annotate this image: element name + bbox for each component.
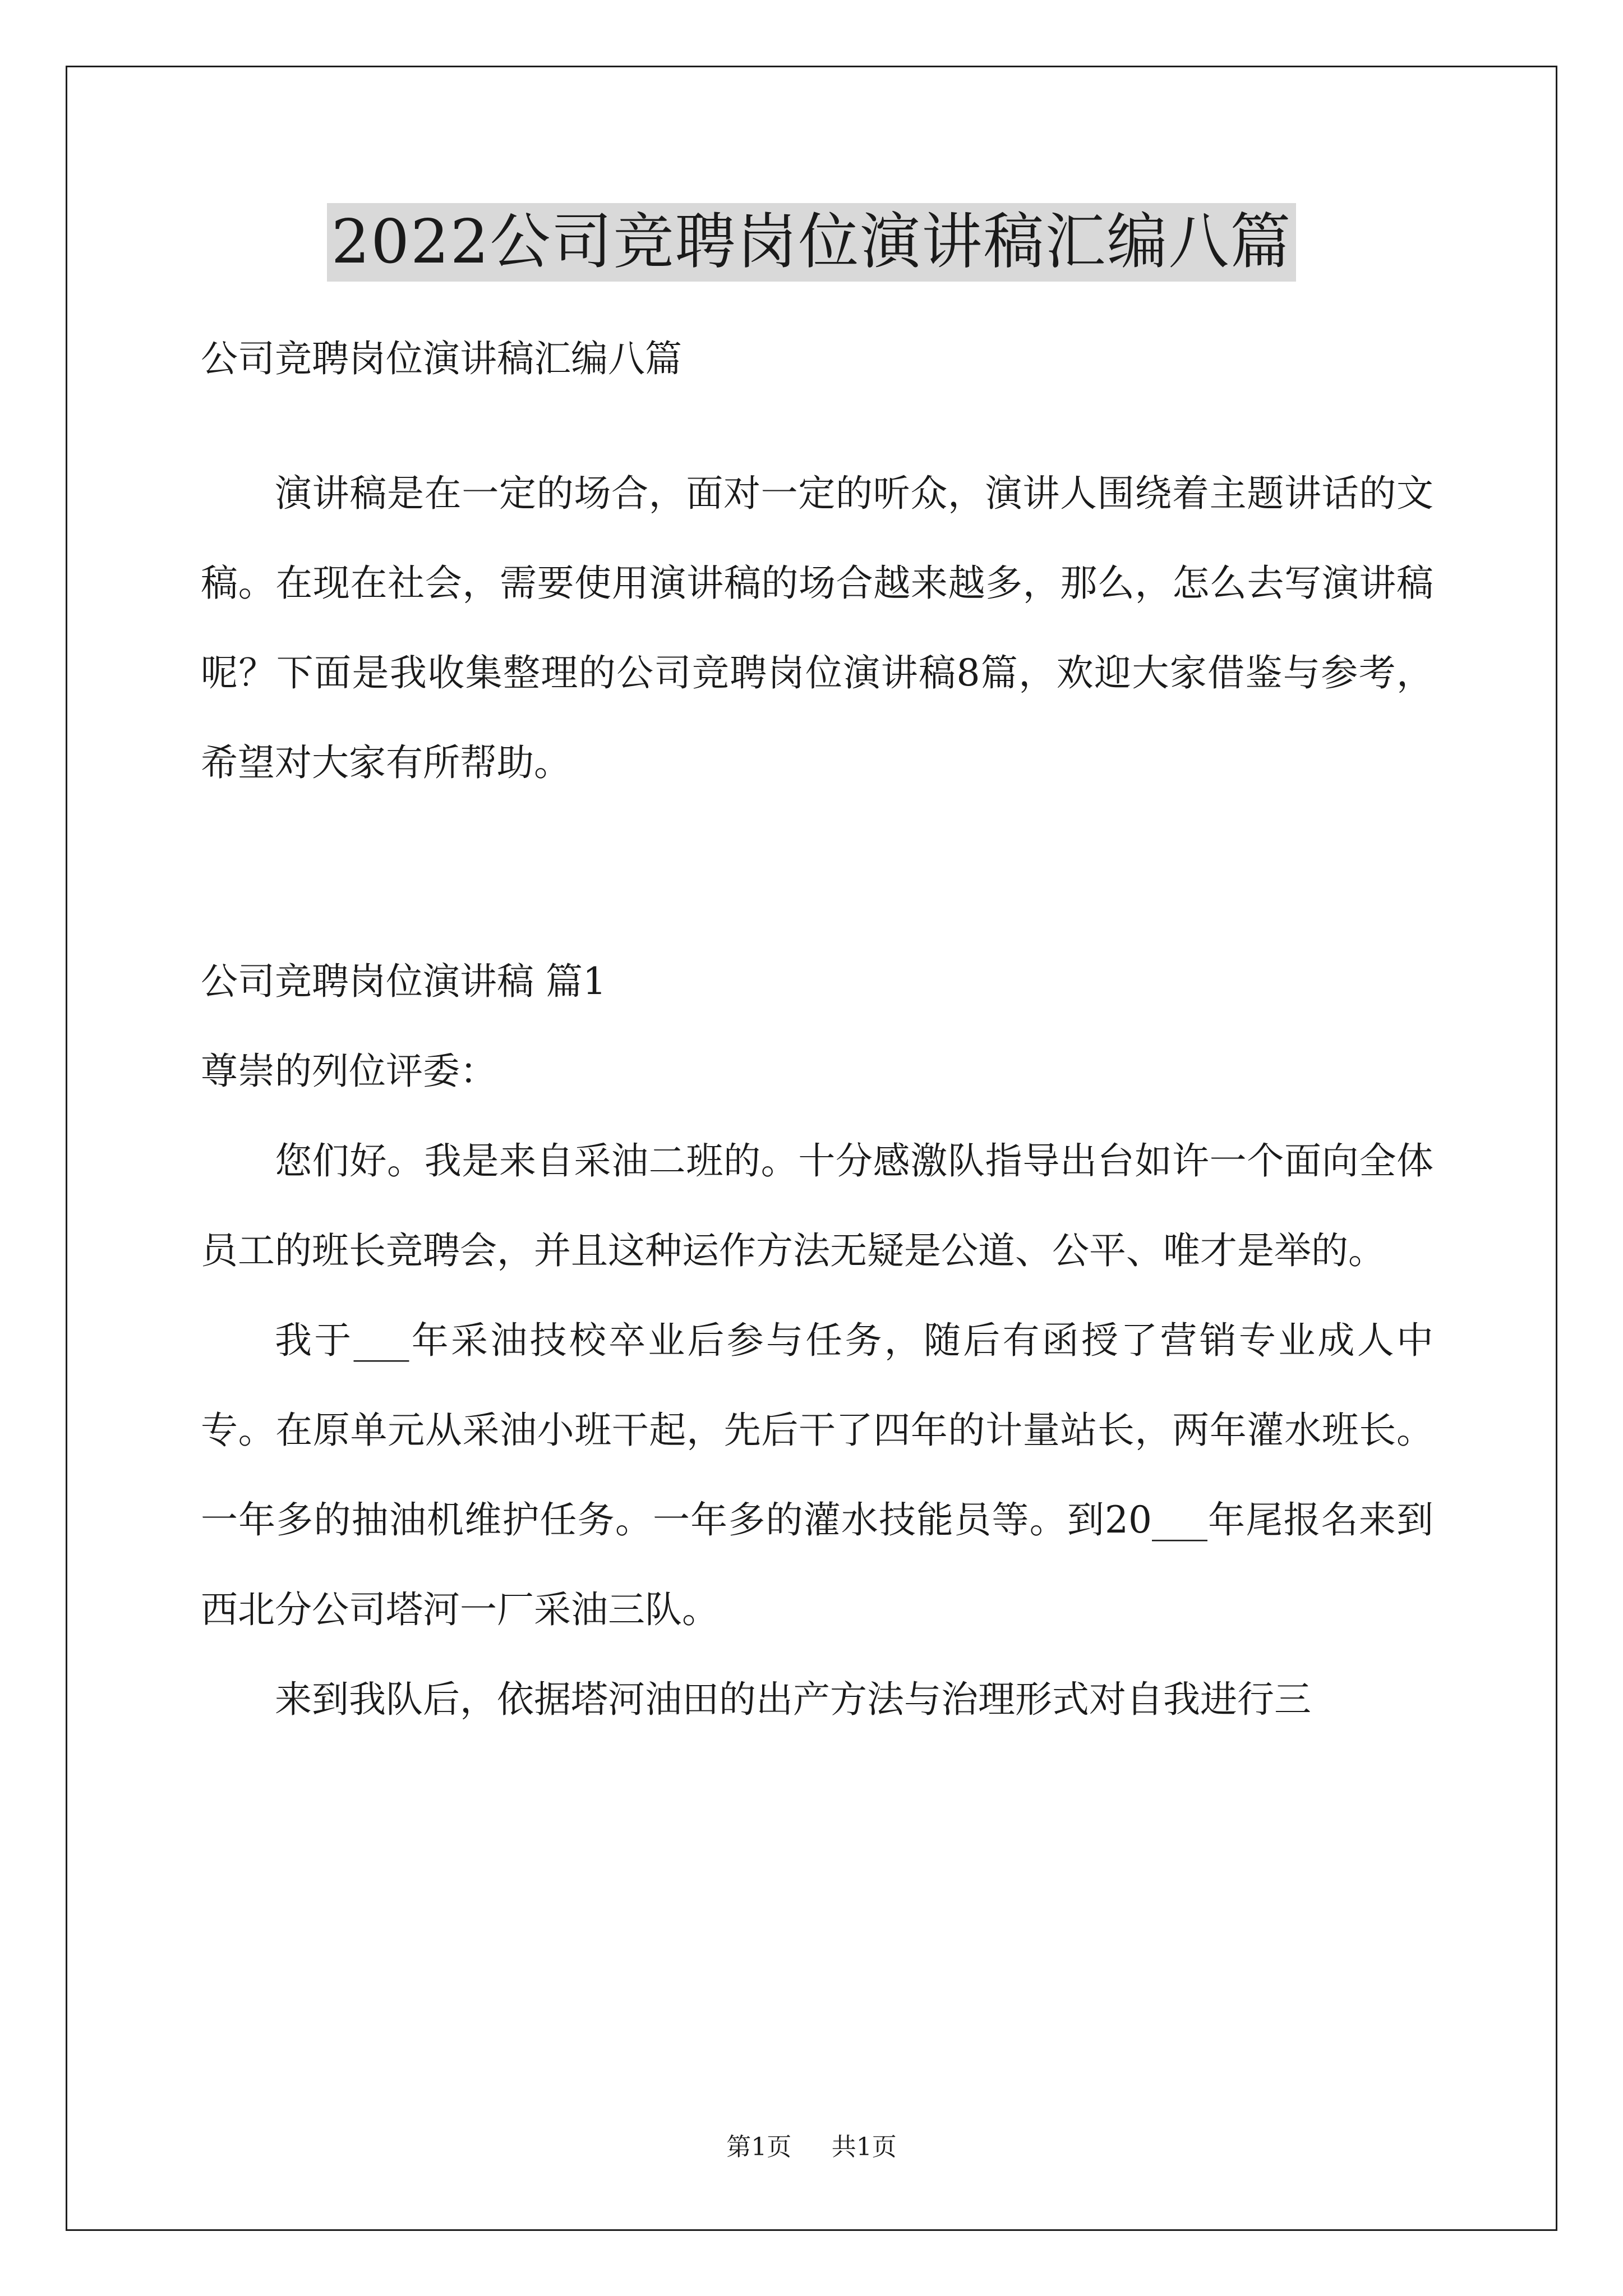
body-paragraph: 您们好。我是来自采油二班的。十分感激队指导出台如许一个面向全体员工的班长竞聘会，并且这种运作方法无疑是公道、公平、唯才是举的。 bbox=[201, 1139, 1433, 1272]
page-number: 第1页 bbox=[726, 2133, 792, 2161]
document-body bbox=[201, 314, 1433, 1745]
intro-paragraph: 演讲稿是在一定的场合，面对一定的听众，演讲人围绕着主题讲话的文稿。在现在社会，需要使用演讲稿的场合越来越多，那么，怎么去写演讲稿呢？下面是我收集整理的公司竞聘岗位演讲稿8篇，欢迎大家借鉴与参考，希望对大家有所帮助。 bbox=[201, 472, 1433, 784]
document-title: 2022公司竞聘岗位演讲稿汇编八篇 bbox=[327, 203, 1297, 282]
salutation-paragraph: 尊崇的列位评委： bbox=[201, 1050, 497, 1093]
section-heading: 公司竞聘岗位演讲稿 篇1 bbox=[201, 960, 606, 1003]
page-total: 共1页 bbox=[831, 2133, 897, 2161]
title-container bbox=[0, 203, 1623, 282]
subtitle-paragraph: 公司竞聘岗位演讲稿汇编八篇 bbox=[201, 337, 682, 380]
body-paragraph: 来到我队后，依据塔河油田的出产方法与治理形式对自我进行三 bbox=[275, 1678, 1311, 1721]
body-paragraph: 我于___年采油技校卒业后参与任务，随后有函授了营销专业成人中专。在原单元从采油小班干起，先后干了四年的计量站长，两年灌水班长。一年多的抽油机维护任务。一年多的灌水技能员等。到20___年尾报名来到西北分公司塔河一厂采油三队。 bbox=[201, 1319, 1433, 1631]
page-footer bbox=[0, 2131, 1623, 2164]
